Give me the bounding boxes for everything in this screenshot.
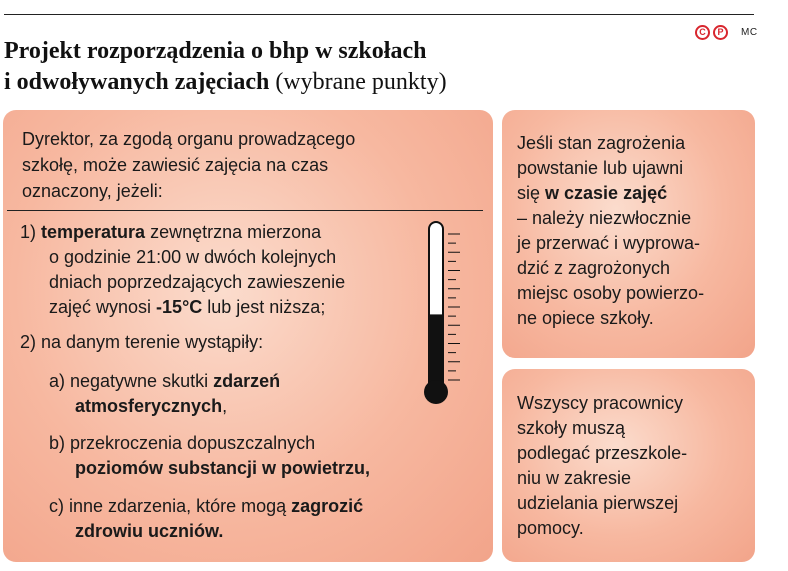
main-panel-divider — [7, 210, 483, 211]
item-1-keyword: temperatura — [41, 222, 146, 242]
item-1-line-2: o godzinie 21:00 w dwóch kolejnych — [49, 247, 337, 267]
intro-line-1: Dyrektor, za zgodą organu prowadzącego — [22, 129, 356, 149]
item-2a-prefix: a) negatywne skutki — [49, 371, 214, 391]
right-top-line-2: powstanie lub ujawni — [517, 158, 684, 178]
item-1-line-1 — [20, 220, 321, 245]
item-1-temperature: -15°C — [156, 297, 203, 317]
item-2a-line-2 — [75, 394, 227, 419]
p-icon: P — [713, 25, 728, 40]
right-top-line-3 — [517, 181, 667, 206]
item-2: 2) na danym terenie wystąpiły: — [20, 332, 264, 352]
right-top-keyword: w czasie zajęć — [545, 183, 668, 203]
right-top-line-6: dzić z zagrożonych — [517, 258, 671, 278]
right-top-line-5: je przerwać i wyprowa- — [517, 233, 701, 253]
title-line-2 — [4, 67, 664, 98]
right-top-line-3-prefix: się — [517, 183, 546, 203]
right-bottom-line-3: podlegać przeszkole- — [517, 443, 688, 463]
right-bottom-line-1: Wszyscy pracownicy — [517, 393, 684, 413]
thermometer-mercury — [429, 314, 443, 390]
item-1-line-1-rest: zewnętrzna mierzona — [145, 222, 322, 242]
item-2c-bold-2: zdrowiu uczniów. — [75, 521, 224, 541]
item-2b-bold: poziomów substancji w powietrzu, — [75, 458, 371, 478]
item-1-line-3: dniach poprzedzających zawieszenie — [49, 272, 346, 292]
item-2c-line-1 — [49, 494, 363, 519]
item-1-line-4 — [49, 295, 325, 320]
item-2b-line-2 — [75, 456, 370, 481]
thermometer-icon — [418, 220, 468, 410]
thermometer-bulb — [424, 380, 448, 404]
page-title — [4, 36, 664, 98]
right-bottom-line-6: pomocy. — [517, 518, 584, 538]
item-1-number: 1) — [20, 222, 42, 242]
title-line-2-light: (wybrane punkty) — [275, 69, 447, 95]
item-2a-bold-1: zdarzeń — [213, 371, 281, 391]
item-1-line-4-prefix: zajęć wynosi — [49, 297, 157, 317]
right-bottom-line-5: udzielania pierwszej — [517, 493, 679, 513]
item-2c-line-2 — [75, 519, 223, 544]
item-2a-line-1 — [49, 369, 280, 394]
author-initials: MC — [741, 27, 758, 38]
item-2c-prefix: c) inne zdarzenia, które mogą — [49, 496, 292, 516]
right-top-line-4: – należy niezwłocznie — [517, 208, 692, 228]
item-2a-bold-2: atmosferycznych — [75, 396, 223, 416]
thermometer-scale — [448, 234, 460, 380]
item-2b-line-1: b) przekroczenia dopuszczalnych — [49, 433, 316, 453]
right-bottom-line-2: szkoły muszą — [517, 418, 626, 438]
right-top-line-8: ne opiece szkoły. — [517, 308, 654, 328]
right-bottom-line-4: niu w zakresie — [517, 468, 632, 488]
copyright-icon: C — [695, 25, 710, 40]
intro-line-2: szkołę, może zawiesić zajęcia na czas — [22, 155, 329, 175]
item-1-line-4-rest: lub jest niższa; — [202, 297, 326, 317]
title-line-2-bold: i odwoływanych zajęciach — [4, 69, 276, 95]
item-2a-suffix: , — [222, 396, 228, 416]
publisher-logo — [695, 25, 758, 40]
right-top-line-7: miejsc osoby powierzo- — [517, 283, 705, 303]
right-top-line-1: Jeśli stan zagrożenia — [517, 133, 686, 153]
intro-line-3: oznaczony, jeżeli: — [22, 181, 163, 201]
title-line-1: Projekt rozporządzenia o bhp w szkołach — [4, 38, 427, 64]
top-rule — [4, 14, 754, 15]
item-2c-bold-1: zagrozić — [291, 496, 364, 516]
